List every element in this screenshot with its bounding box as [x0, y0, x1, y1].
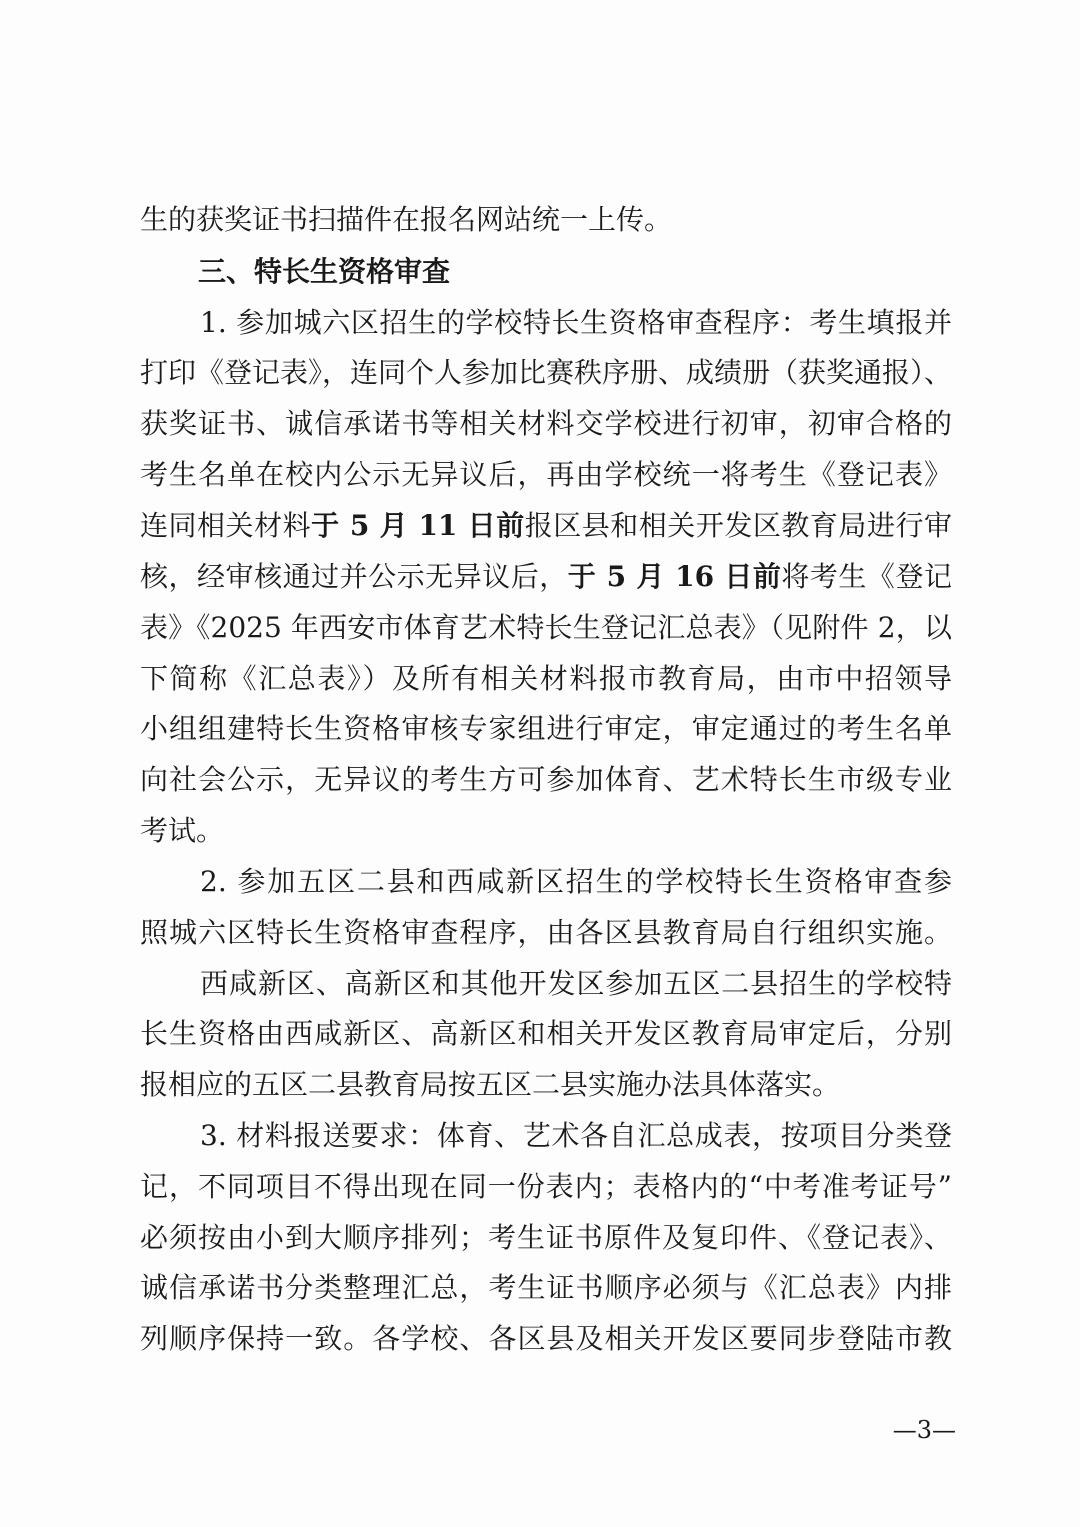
section-heading: 三、特长生资格审查	[198, 255, 451, 288]
body-text: 将考生《登记	[781, 560, 952, 593]
body-line: 考生名单在校内公示无异议后，再由学校统一将考生《登记表》	[140, 458, 952, 491]
body-line: 照城六区特长生资格审查程序，由各区县教育局自行组织实施。	[140, 916, 952, 949]
body-line-with-deadline	[140, 504, 952, 548]
body-line: 考试。	[140, 814, 225, 847]
body-line: 生的获奖证书扫描件在报名网站统一上传。	[140, 203, 673, 236]
body-line: 2. 参加五区二县和西咸新区招生的学校特长生资格审查参	[200, 865, 952, 898]
page-number: —3—	[892, 1416, 956, 1444]
body-line: 列顺序保持一致。各学校、各区县及相关开发区要同步登陆市教	[140, 1322, 952, 1355]
body-line: 西咸新区、高新区和其他开发区参加五区二县招生的学校特	[200, 967, 952, 1000]
body-line: 诚信承诺书分类整理汇总，考生证书顺序必须与《汇总表》内排	[140, 1271, 952, 1304]
body-line: 长生资格由西咸新区、高新区和相关开发区教育局审定后，分别	[140, 1017, 952, 1050]
body-line: 获奖证书、诚信承诺书等相关材料交学校进行初审，初审合格的	[140, 407, 952, 440]
body-line: 记，不同项目不得出现在同一份表内；表格内的“中考准考证号”	[140, 1170, 952, 1203]
deadline-text: 于 5 月 11 日前	[311, 509, 525, 542]
body-line: 1. 参加城六区招生的学校特长生资格审查程序：考生填报并	[200, 306, 952, 339]
body-line: 下简称《汇总表》）及所有相关材料报市教育局，由市中招领导	[140, 662, 952, 695]
body-text: 报区县和相关开发区教育局进行审	[524, 509, 952, 542]
body-line: 小组组建特长生资格审核专家组进行审定，审定通过的考生名单	[140, 712, 952, 745]
body-line: 表》《2025 年西安市体育艺术特长生登记汇总表》（见附件 2，以	[140, 611, 952, 644]
body-line: 必须按由小到大顺序排列；考生证书原件及复印件、《登记表》、	[140, 1221, 952, 1254]
body-line: 报相应的五区二县教育局按五区二县实施办法具体落实。	[140, 1068, 841, 1101]
body-text: 连同相关材料	[140, 509, 312, 542]
body-line-with-deadline	[140, 555, 952, 599]
deadline-text: 于 5 月 16 日前	[567, 560, 782, 593]
body-line: 打印《登记表》，连同个人参加比赛秩序册、成绩册（获奖通报）、	[140, 356, 953, 389]
body-line: 3. 材料报送要求：体育、艺术各自汇总成表，按项目分类登	[200, 1119, 952, 1152]
body-text: 核，经审核通过并公示无异议后，	[140, 560, 568, 593]
body-line: 向社会公示，无异议的考生方可参加体育、艺术特长生市级专业	[140, 763, 952, 796]
